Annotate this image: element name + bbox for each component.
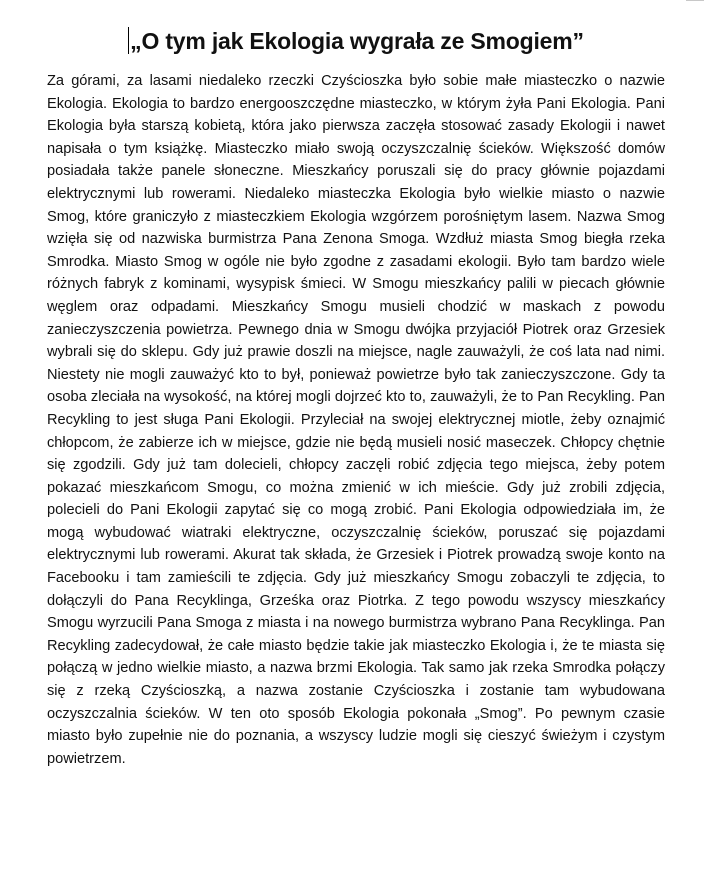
page-corner-mark — [686, 0, 704, 1]
document-title[interactable] — [47, 26, 665, 56]
document-body-paragraph[interactable]: Za górami, za lasami niedaleko rzeczki Czyścioszka było sobie małe miasteczko o nazwie Ekologia. Ekologia to bardzo energooszczędne miasteczko, w którym żyła Pani Ekologia. Pani Ekologia była starszą kobietą, która jako pierwsza zaczęła stosować zasady Ekologii i nawet napisała o tym książkę. Miasteczko miało swoją oczyszczalnię ścieków. Większość domów posiadała także panele słoneczne. Mieszkańcy poruszali się do pracy głównie pojazdami elektrycznymi lub rowerami. Niedaleko miasteczka Ekologia było wielkie miasto o nazwie Smog, które graniczyło z miasteczkiem Ekologia wzgórzem porośniętym lasem. Nazwa Smog wzięła się od nazwiska burmistrza Pana Zenona Smoga. Wzdłuż miasta Smog biegła rzeka Smrodka. Miasto Smog w ogóle nie było zgodne z zasadami ekologii. Było tam bardzo wiele różnych fabryk z kominami, wysypisk śmieci. W Smogu mieszkańcy palili w piecach głównie węglem oraz odpadami. Mieszkańcy Smogu musieli chodzić w maskach z powodu zanieczyszczenia powietrza. Pewnego dnia w Smogu dwójka przyjaciół Piotrek oraz Grzesiek wybrali się do sklepu. Gdy już prawie doszli na miejsce, nagle zauważyli, że coś lata nad nimi. Niestety nie mogli zauważyć kto to był, ponieważ powietrze było tak zanieczyszczone. Gdy ta osoba zleciała na wysokość, na której mogli dojrzeć kto to, zauważyli, że to Pan Recykling. Pan Recykling to jest sługa Pani Ekologii. Przyleciał na swojej elektrycznej miotle, żeby oznajmić chłopcom, że zabierze ich w miejsce, gdzie nie będą musieli nosić maseczek. Chłopcy chętnie się zgodzili. Gdy już tam dolecieli, chłopcy zaczęli robić zdjęcia tego miejsca, żeby potem pokazać mieszkańcom Smogu, co można zmienić w ich mieście. Gdy już zrobili zdjęcia, polecieli do Pani Ekologii zapytać się co mogą zrobić. Pani Ekologia odpowiedziała im, że mogą wybudować wiatraki elektryczne, oczyszczalnię ścieków, poruszać się pojazdami elektrycznymi lub rowerami. Akurat tak składa, że Grzesiek i Piotrek prowadzą swoje konto na Facebooku i tam zamieścili te zdjęcia. Gdy już mieszkańcy Smogu zobaczyli te zdjęcia, to dołączyli do Pana Recyklinga, Grześka oraz Piotrka. Z tego powodu wszyscy mieszkańcy Smogu wyrzucili Pana Smoga z miasta i na nowego burmistrza wybrano Pana Recyklinga. Pan Recykling zadecydował, że całe miasto będzie takie jak miasteczko Ekologia i, że te miasta się połączą w jedno wielkie miasto, a nazwa brzmi Ekologia. Tak samo jak rzeka Smrodka połączy się z rzeką Czyścioszką, a nazwa zostanie Czyścioszka i zostanie tam wybudowana oczyszczalnia ścieków. W ten oto sposób Ekologia pokonała „Smog”. Po pewnym czasie miasto było zupełnie nie do poznania, a wszyscy ludzie mogli się cieszyć świeżym i czystym powietrzem. — [47, 73, 665, 767]
document-title-text: „O tym jak Ekologia wygrała ze Smogiem” — [130, 28, 584, 54]
